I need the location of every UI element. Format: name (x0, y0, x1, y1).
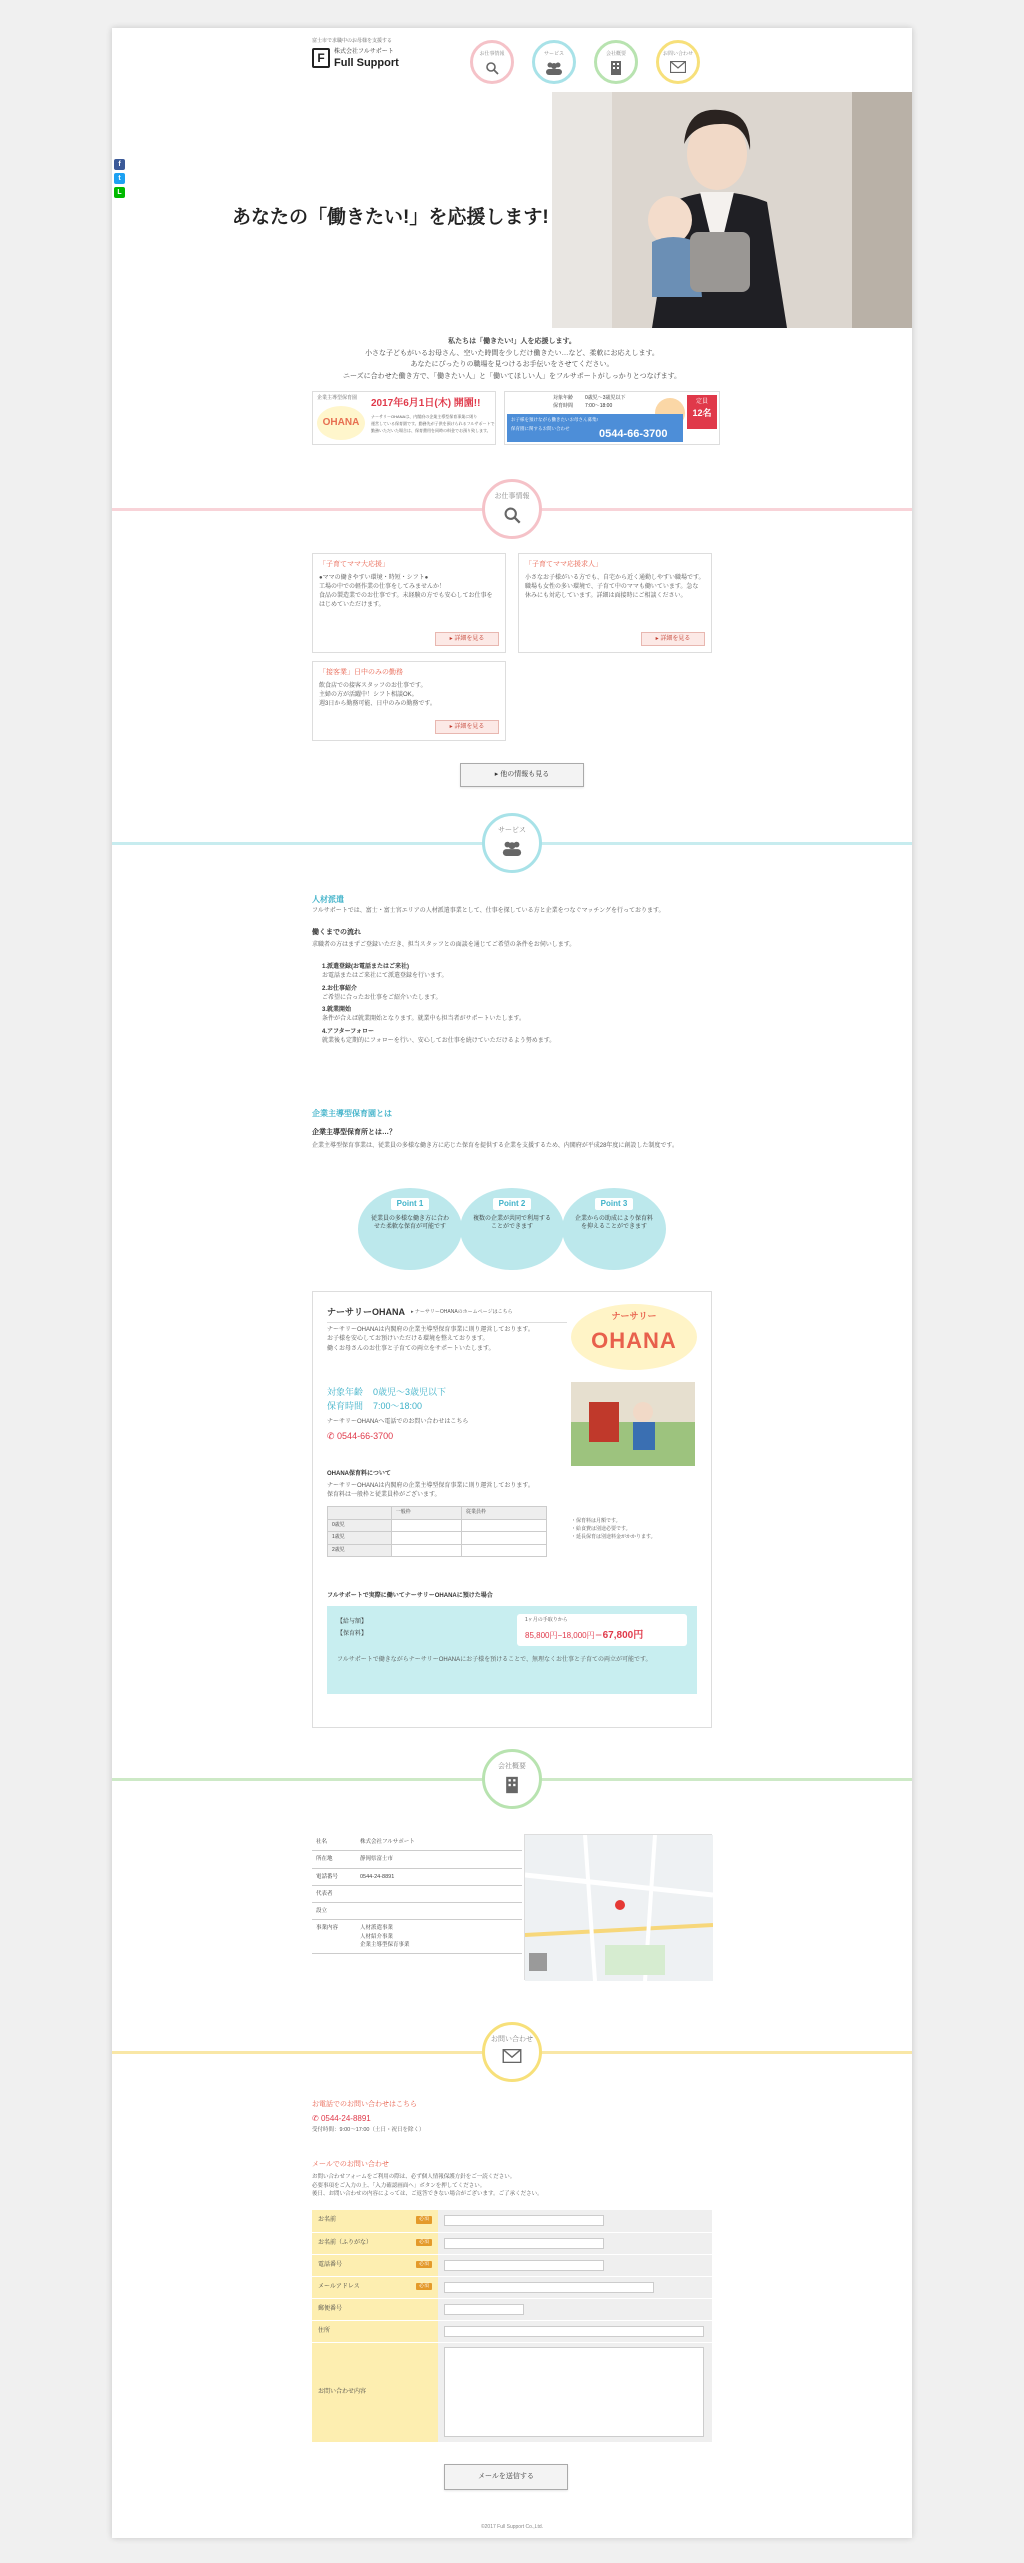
fee-header-cell: 従業員枠 (462, 1507, 547, 1520)
phone-icon: ✆ (312, 2114, 321, 2123)
intro-line: ニーズに合わせた働き方で、「働きたい人」と「働いてほしい人」をフルサポートがしっかりとつなげます。 (342, 372, 682, 380)
required-badge: 必須 (416, 2239, 432, 2247)
form-label (312, 2210, 438, 2232)
job-card-body: 飲食店での接客スタッフのお仕事です。 主婦の方が活躍中！シフト相談OK。 週3日から勤務可能、日中のみの勤務です。 (319, 682, 436, 707)
banner-open-date: 2017年6月1日(木) 開園!! (371, 398, 481, 409)
form-label-text: 電話番号 (318, 2261, 343, 2268)
point-circle (562, 1188, 666, 1270)
flow-step-title: 3.就業開始 (322, 1007, 352, 1014)
calc-formula (525, 1628, 643, 1643)
ohana-phone[interactable] (327, 1430, 393, 1444)
job-card-title: 「子育てママ応援求人」 (525, 561, 602, 568)
form-label-text: お名前 (318, 2217, 337, 2224)
company-key: 所在地 (312, 1851, 356, 1868)
nav-company[interactable] (594, 40, 638, 84)
banner-target-value: 0歳児〜3歳児以下 (585, 395, 626, 401)
form-field-cell (438, 2232, 712, 2254)
fee-header-cell: 一般枠 (391, 1507, 461, 1520)
banner-cta-label: 保育園に関するお問い合わせ (511, 425, 570, 431)
calc-title: フルサポートで実際に働いてナーサリーOHANAに預けた場合 (327, 1593, 493, 1599)
capacity-value: 12名 (692, 408, 712, 418)
mail-contact-note: お問い合わせフォームをご利用の際は、必ず個人情報保護方針をご一読ください。 必要事項をご入力の上、「入力確認画面へ」ボタンを押してください。 後日、お問い合わせの内容によっては、ご返答できない場合がございます。ご了承ください。 (312, 2174, 543, 2198)
company-key: 事業内容 (312, 1920, 356, 1954)
form-row (312, 2342, 712, 2442)
form-row (312, 2276, 712, 2298)
section-company-label: 会社概要 (498, 1763, 526, 1770)
form-label: 郵便番号 (312, 2298, 438, 2320)
fee-cell (391, 1544, 461, 1557)
staffing-heading: 人材派遣 (312, 895, 344, 904)
job-card-body: 小さなお子様がいる方でも、自宅から近く通勤しやすい職場です。 職場も女性の多い環境で、子育て中のママも働いています。急な 休みにも対応しています。詳細は面接時にご相談ください。 (525, 574, 705, 599)
fee-cell (391, 1532, 461, 1545)
company-row (312, 1851, 522, 1868)
ohana-logo (571, 1304, 697, 1370)
company-value: 株式会社フルサポート (356, 1834, 522, 1851)
children-playing-image (571, 1382, 695, 1466)
flow-step-title: 1.派遣登録(お電話またはご来社) (322, 964, 410, 970)
mail-contact-heading: メールでのお問い合わせ (312, 2161, 389, 2168)
job-card[interactable] (312, 661, 506, 741)
calc-result-value: 67,800円 (602, 1630, 644, 1641)
form-label: 住所 (312, 2320, 438, 2342)
message-textarea[interactable] (444, 2347, 704, 2437)
form-label-text: お名前（ふりがな） (318, 2239, 373, 2246)
banner-hours-label: 保育時間 (553, 403, 574, 409)
email-input[interactable] (444, 2282, 654, 2293)
nursery-info-banner[interactable] (504, 391, 720, 445)
facebook-share-icon[interactable]: f (114, 159, 125, 170)
calc-note: フルサポートで働きながらナーサリーOHANAにお子様を預けることで、無理なくお仕事と子育ての両立が可能です。 (337, 1657, 652, 1663)
copyright: ©2017 Full Support Co.,Ltd. (480, 2524, 544, 2530)
capacity-badge (687, 395, 717, 429)
more-jobs-button[interactable]: ▸ 他の情報も見る (460, 763, 584, 787)
company-table (312, 1834, 522, 1954)
ohana-contact-note: ナーサリーOHANAへ電話でのお問い合わせはこちら (327, 1419, 469, 1425)
calc-result-box (517, 1614, 687, 1646)
section-service-label: サービス (498, 827, 526, 834)
nav-contact-label: お問い合わせ (662, 51, 693, 57)
hero-mother-child-illustration (552, 92, 912, 328)
form-field-cell (438, 2276, 712, 2298)
furigana-input[interactable] (444, 2238, 604, 2249)
ohana-phone-number: 0544-66-3700 (337, 1431, 394, 1441)
form-field-cell (438, 2254, 712, 2276)
fee-cell (462, 1519, 547, 1532)
ohana-info-box (312, 1291, 712, 1728)
contact-form (312, 2210, 712, 2443)
job-detail-button[interactable]: ▸ 詳細を見る (641, 632, 705, 646)
form-field-cell (438, 2298, 712, 2320)
flow-step-body: 就業後も定期的にフォローを行い、安心してお仕事を続けていただけるよう努めます。 (322, 1038, 556, 1045)
flow-step-title: 4.アフターフォロー (322, 1028, 374, 1035)
fee-table (327, 1506, 547, 1557)
company-value (356, 1885, 522, 1902)
nav-company-label: 会社概要 (605, 51, 626, 57)
form-label (312, 2276, 438, 2298)
form-row (312, 2232, 712, 2254)
fee-cell (391, 1519, 461, 1532)
people-icon (501, 840, 523, 856)
ohana-homepage-link[interactable]: ▸ ナーサリーOHANAのホームページはこちら (411, 1309, 513, 1315)
required-badge: 必須 (416, 2261, 432, 2269)
calc-salary-label: 【給与額】 (337, 1619, 368, 1625)
form-label (312, 2232, 438, 2254)
contact-phone[interactable] (312, 2113, 371, 2125)
banner-cta[interactable] (507, 414, 683, 442)
mail-icon (502, 2049, 522, 2063)
intro-line: あなたにぴったりの職場を見つけるお手伝いをさせてください。 (410, 361, 614, 368)
form-label-text: メールアドレス (318, 2283, 360, 2290)
form-row (312, 2210, 712, 2232)
postal-code-input[interactable] (444, 2304, 524, 2315)
page (112, 28, 912, 2538)
building-icon (505, 1776, 519, 1794)
fee-row (328, 1532, 547, 1545)
calc-box (327, 1606, 697, 1694)
banner-cta-note: お子様を預けながら働きたいお母さん募集! (511, 417, 598, 422)
section-jobs-label: お仕事情報 (494, 493, 530, 500)
company-row (312, 1885, 522, 1902)
section-heading-company (482, 1749, 542, 1809)
company-key: 設立 (312, 1903, 356, 1920)
ohana-target-value: 0歳児〜3歳児以下 (373, 1387, 447, 1397)
intro-line: 小さな子どもがいるお母さん、空いた時間を少しだけ働きたい…など、柔軟にお応えします。 (365, 349, 659, 357)
fee-title: OHANA保育料について (327, 1471, 391, 1477)
ohana-description: ナーサリーOHANAは内閣府の企業主導型保育事業に則り運営しております。 お子様を安心してお預けいただける環境を整えております。 働くお母さんのお仕事と子育ての両立をサポートいたします。 (327, 1327, 534, 1352)
form-field-cell (438, 2210, 712, 2232)
flow-steps (322, 963, 712, 1046)
hero-photo (552, 92, 912, 328)
fee-row (328, 1519, 547, 1532)
ohana-target-label: 対象年齢 (327, 1387, 364, 1397)
flow-step-body: お電話またはご来社にて派遣登録を行います。 (322, 973, 448, 980)
company-value (356, 1903, 522, 1920)
line-share-icon[interactable]: L (114, 187, 125, 198)
hero-headline: あなたの「働きたい!」を応援します! (232, 207, 549, 228)
ohana-logo-small: OHANA (317, 406, 365, 440)
ohana-hours-label: 保育時間 (327, 1401, 364, 1411)
nav-contact[interactable] (656, 40, 700, 84)
intro-line: 私たちは「働きたい!」人を応援します。 (448, 338, 576, 345)
banner-open-label: 企業主導型保育園 (317, 395, 358, 401)
job-detail-button[interactable]: ▸ 詳細を見る (435, 632, 499, 646)
mail-icon (670, 61, 686, 73)
ohana-title: ナーサリーOHANA (327, 1307, 405, 1317)
company-value: 0544-24-8891 (356, 1868, 522, 1885)
section-heading-contact (482, 2022, 542, 2082)
flow-step-title: 2.お仕事紹介 (322, 985, 358, 992)
ohana-photo (571, 1382, 695, 1466)
banner-target-label: 対象年齢 (553, 395, 574, 401)
logo-company-jp[interactable]: 株式会社フルサポート (334, 49, 394, 55)
job-card-body: ●ママの働きやすい環境・時短・シフト● 工場の中での軽作業の仕事をしてみませんか！ 食品の製造業でのお仕事です。未経験の方でも安心してお仕事を はじめていただけます。 (319, 574, 493, 608)
point-circle (358, 1188, 462, 1270)
submit-button[interactable]: メールを送信する (444, 2464, 568, 2490)
calc-result-title: 1ヶ月の手取りから (525, 1617, 568, 1623)
job-card[interactable] (312, 553, 506, 653)
nav-jobs-label: お仕事情報 (479, 51, 505, 57)
fee-side-note: ・保育料は月額です。 ・給食費は別途必要です。 ・延長保育は別途料金がかかります。 (571, 1518, 656, 1540)
banner-desc: ナーサリーOHANAは、内閣府の企業主導型保育事業に則り (371, 414, 478, 419)
form-row (312, 2298, 712, 2320)
form-field-cell (438, 2320, 712, 2342)
phone-contact-heading: お電話でのお問い合わせはこちら (312, 2101, 417, 2108)
logo-tagline: 富士市で求職中のお母様を支援する (312, 38, 393, 44)
company-key: 代表者 (312, 1885, 356, 1902)
fee-cell (462, 1532, 547, 1545)
search-icon (485, 61, 499, 75)
banner-phone: 0544-66-3700 (599, 428, 668, 440)
phone-icon: ✆ (327, 1431, 338, 1441)
flow-step-body: 条件が合えば就業開始となります。就業中も担当者がサポートいたします。 (322, 1016, 526, 1023)
form-row (312, 2320, 712, 2342)
fee-header-row (328, 1507, 547, 1520)
name-input[interactable] (444, 2215, 604, 2226)
staffing-text: フルサポートでは、富士・富士宮エリアの人材派遣事業として、仕事を探している方と企業をつなぐマッチングを行っております。 (312, 908, 665, 914)
form-label: お問い合わせ内容 (312, 2342, 438, 2442)
contact-phone-number: 0544-24-8891 (320, 2114, 371, 2123)
point-text: 複数の企業が共同で利用することができます (472, 1215, 551, 1231)
flow-text: 求職者の方はまずご登録いただき、担当スタッフとの面談を通じてご希望の条件をお伺いします。 (312, 942, 576, 948)
logo-mark[interactable]: F (312, 48, 330, 68)
company-row (312, 1834, 522, 1851)
fee-age-cell: 2歳児 (328, 1544, 392, 1557)
job-card[interactable] (518, 553, 712, 653)
section-heading-service (482, 813, 542, 873)
phone-hours: 受付時間：9:00〜17:00（土日・祝日を除く） (312, 2127, 425, 2133)
building-icon (610, 61, 622, 75)
ohana-hours-value: 7:00〜18:00 (373, 1401, 423, 1411)
fee-age-cell: 0歳児 (328, 1519, 392, 1532)
company-row (312, 1903, 522, 1920)
company-map[interactable] (524, 1834, 712, 1980)
point-badge: Point 3 (595, 1198, 634, 1210)
point-text: 企業からの助成により保育料を抑えることができます (574, 1215, 653, 1231)
fee-header-cell (328, 1507, 392, 1520)
form-row (312, 2254, 712, 2276)
nursery-heading: 企業主導型保育園とは (312, 1109, 392, 1118)
map-image (525, 1835, 713, 1981)
nav-service[interactable] (532, 40, 576, 84)
company-value: 人材派遣事業 人材紹介事業 企業主導型保育事業 (356, 1920, 522, 1954)
intro-text (262, 336, 762, 383)
nav-jobs[interactable] (470, 40, 514, 84)
ohana-logo-top: ナーサリー (611, 1311, 657, 1321)
form-label (312, 2254, 438, 2276)
section-contact-label: お問い合わせ (491, 2036, 533, 2043)
banner-hours-value: 7:00〜18:00 (585, 403, 613, 409)
calc-fee-label: 【保育料】 (337, 1631, 368, 1637)
nursery-question: 企業主導型保育所とは…？ (312, 1129, 396, 1136)
capacity-label: 定員 (695, 399, 708, 405)
point-badge: Point 1 (391, 1198, 430, 1210)
point-circle (460, 1188, 564, 1270)
fee-cell (462, 1544, 547, 1557)
nursery-open-banner[interactable] (312, 391, 496, 445)
hero (112, 92, 912, 328)
form-field-cell (438, 2342, 712, 2442)
job-detail-button[interactable]: ▸ 詳細を見る (435, 720, 499, 734)
calc-formula-text: 85,800円−18,000円＝ (525, 1631, 603, 1640)
fee-note: ナーサリーOHANAは内閣府の企業主導型保育事業に則り運営しております。 保育料は一般枠と従業員枠がございます。 (327, 1483, 534, 1499)
ohana-logo-main: OHANA (591, 1327, 677, 1353)
banner-desc: 勤務いただいた場合は、保育費用を同時の料金でお預り致します。 (371, 428, 491, 433)
job-card-title: 「接客業」日中のみの勤務 (319, 669, 403, 676)
search-icon (503, 506, 521, 524)
section-heading-jobs (482, 479, 542, 539)
company-row (312, 1920, 522, 1954)
logo-company-en[interactable]: Full Support (334, 57, 399, 69)
twitter-share-icon[interactable]: t (114, 173, 125, 184)
fee-age-cell: 1歳児 (328, 1532, 392, 1545)
flow-step-body: ご希望に合ったお仕事をご紹介いたします。 (322, 994, 442, 1001)
divider (327, 1322, 567, 1323)
address-input[interactable] (444, 2326, 704, 2337)
required-badge: 必須 (416, 2216, 432, 2224)
phone-input[interactable] (444, 2260, 604, 2271)
fee-row (328, 1544, 547, 1557)
company-key: 電話番号 (312, 1868, 356, 1885)
job-card-title: 「子育てママ大応援」 (319, 561, 389, 568)
company-key: 社名 (312, 1834, 356, 1851)
company-value: 静岡県富士市 (356, 1851, 522, 1868)
people-icon (545, 61, 563, 75)
company-row (312, 1868, 522, 1885)
point-badge: Point 2 (493, 1198, 532, 1210)
nursery-text: 企業主導型保育事業は、従業員の多様な働き方に応じた保育を提供する企業を支援するため、内閣府が平成28年度に創設した制度です。 (312, 1143, 678, 1149)
point-text: 従業員の多様な働き方に合わせた柔軟な保育が可能です (370, 1215, 449, 1231)
required-badge: 必須 (416, 2283, 432, 2291)
flow-heading: 働くまでの流れ (312, 929, 361, 936)
banner-desc: 運営している保育園です。勤務先が子供を預けられるフルサポートで (371, 421, 495, 426)
nav-service-label: サービス (543, 51, 564, 57)
